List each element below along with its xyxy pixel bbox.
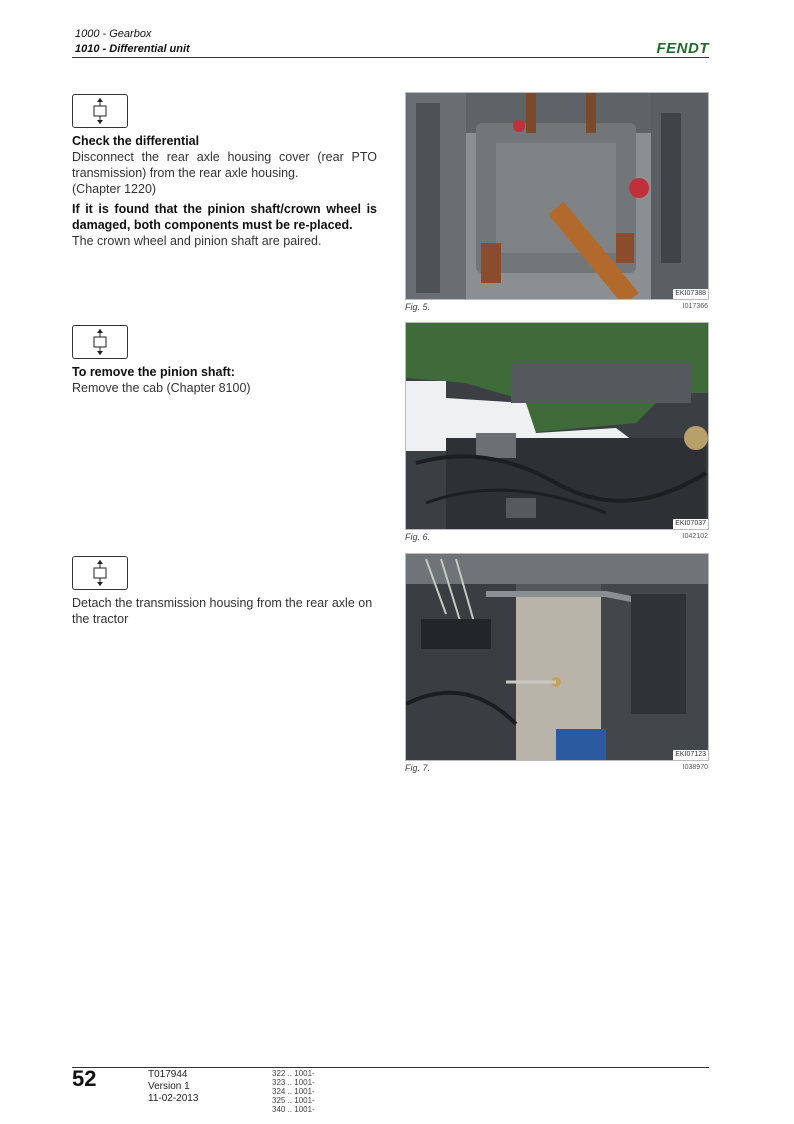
step-instruction: Disconnect the rear axle housing cover (rear PTO transmission) from the rear axle housing.	[72, 150, 377, 180]
note-text: The crown wheel and pinion shaft are paired.	[72, 234, 322, 248]
warning-text: If it is found that the pinion shaft/crown wheel is damaged, both components must be re-placed.	[72, 202, 377, 232]
exchange-arrows-icon	[72, 325, 128, 359]
step-instruction: Detach the transmission housing from the rear axle on the tractor	[72, 596, 373, 626]
image-code: EKI07037	[675, 520, 706, 527]
document-number: T017944	[148, 1069, 188, 1080]
serial-range: 325 .. 1001-	[272, 1096, 315, 1105]
page-number: 52	[72, 1066, 97, 1091]
figure-5-photo	[405, 92, 709, 300]
serial-range: 323 .. 1001-	[272, 1078, 315, 1087]
document-version: Version 1	[148, 1081, 190, 1092]
step-heading: To remove the pinion shaft:	[72, 365, 235, 379]
serial-range: 340 .. 1001-	[272, 1105, 315, 1114]
step-2-text	[72, 364, 377, 396]
figure-reference: I017366	[682, 303, 708, 310]
header-divider	[72, 57, 709, 58]
fendt-logo	[630, 40, 710, 56]
document-date: 11-02-2013	[148, 1093, 199, 1104]
serial-range: 324 .. 1001-	[272, 1087, 315, 1096]
document-info	[148, 1069, 198, 1105]
exchange-arrows-icon	[72, 94, 128, 128]
figure-reference: I038970	[682, 764, 708, 771]
step-1-text	[72, 133, 377, 249]
image-code: EKI07123	[675, 751, 706, 758]
svg-text:FENDT: FENDT	[656, 40, 709, 56]
serial-range: 322 .. 1001-	[272, 1069, 315, 1078]
figure-6-photo	[405, 322, 709, 530]
step-3-text	[72, 595, 377, 627]
chapter-title: 1000 - Gearbox	[75, 28, 152, 40]
section-title: 1010 - Differential unit	[75, 43, 190, 55]
step-heading: Check the differential	[72, 134, 200, 148]
figure-7-photo	[405, 553, 709, 761]
chapter-reference: (Chapter 1220)	[72, 182, 157, 196]
figure-reference: I042102	[682, 533, 708, 540]
figure-caption: Fig. 7.	[405, 763, 431, 773]
figure-caption: Fig. 5.	[405, 302, 431, 312]
step-instruction: Remove the cab (Chapter 8100)	[72, 381, 251, 395]
image-code: EKI07388	[675, 290, 706, 297]
figure-caption: Fig. 6.	[405, 532, 431, 542]
exchange-arrows-icon	[72, 556, 128, 590]
serial-number-list	[272, 1069, 315, 1114]
footer-divider	[72, 1067, 709, 1068]
